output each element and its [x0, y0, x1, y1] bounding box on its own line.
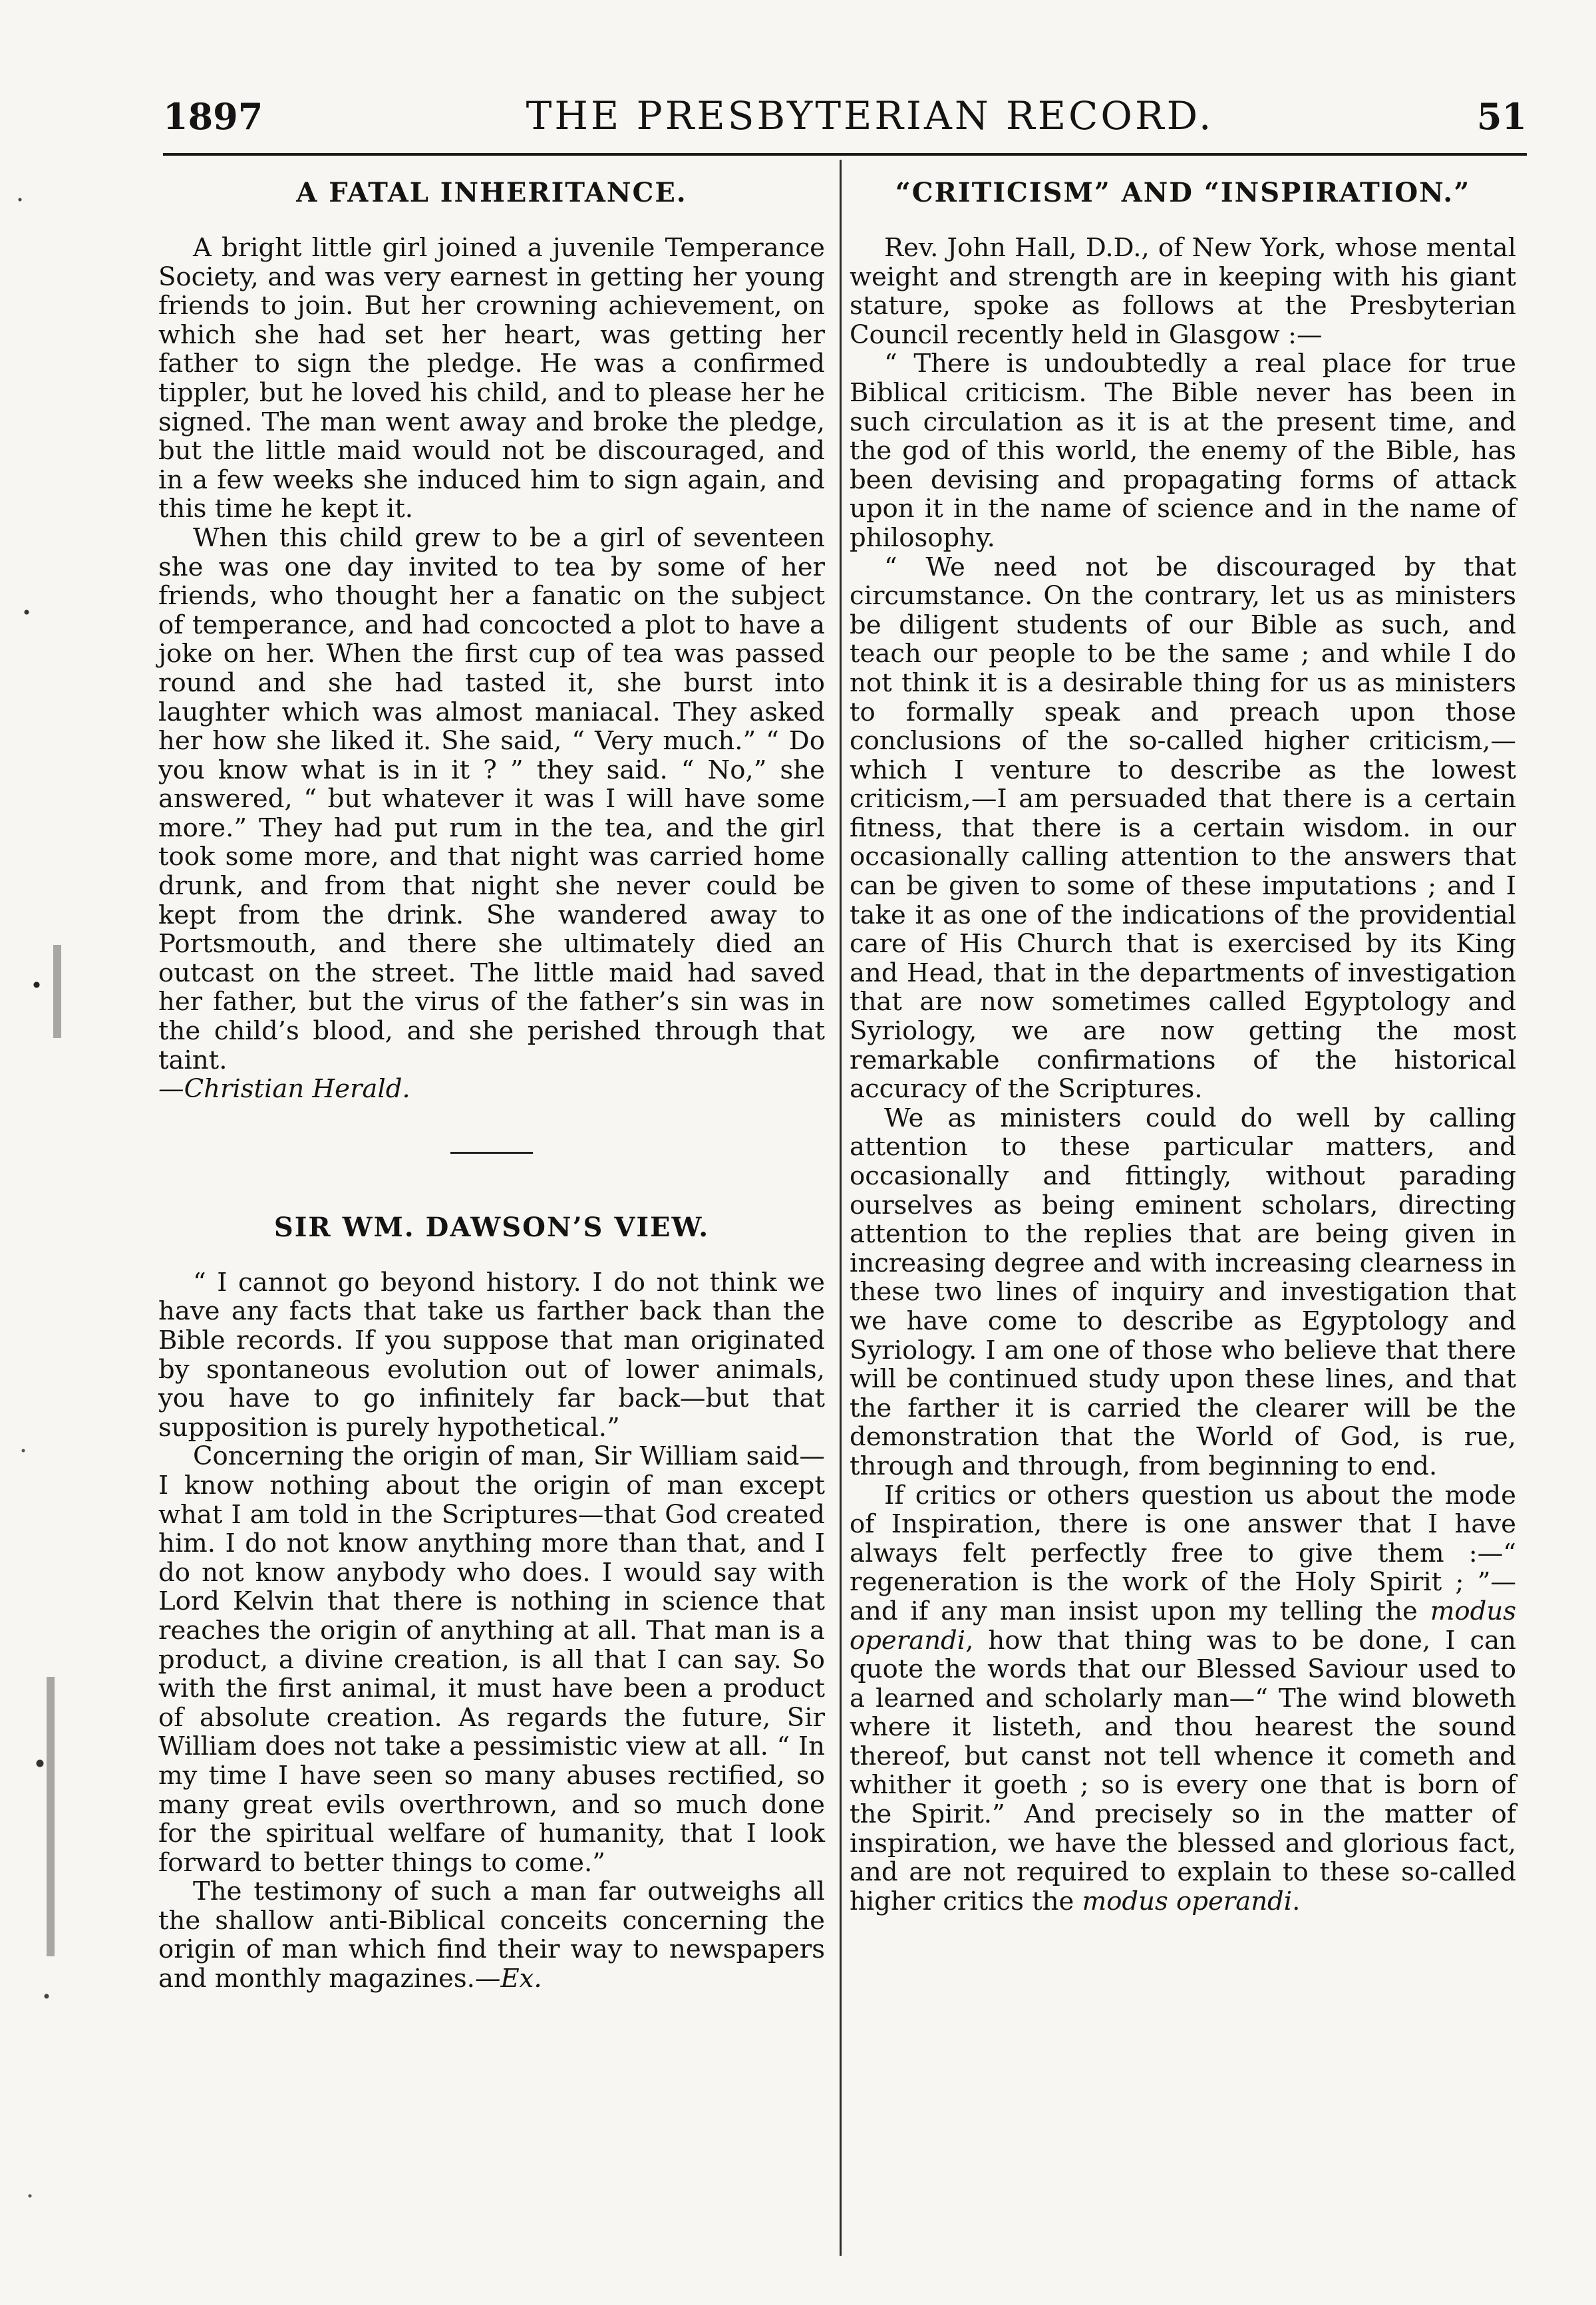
- paragraph-text: .: [1292, 1886, 1301, 1916]
- attribution-line: [158, 1075, 825, 1104]
- scan-artifact: [47, 1677, 55, 1956]
- left-column: [158, 163, 825, 1994]
- article-paragraph: “ There is undoubtedly a real place for true Biblical criticism. The Bible never has been in such circulation as it is at the present time, and the god of this world, the enemy of the Bible, has been devising and propagating forms of attack upon it in the name of science and in the name of philosophy.: [850, 349, 1516, 553]
- header-year: 1897: [163, 95, 263, 138]
- article-paragraph: A bright little girl joined a juvenile Temperance Society, and was very earnest in getting her young friends to join. But her crowning achievement, on which she had set her heart, was getting her father to sign the pledge. He was a confirmed tippler, but he loved his child, and to please her he signed. The man went away and broke the pledge, but the little maid would not be discouraged, and in a few weeks she induced him to sign again, and this time he kept it.: [158, 233, 825, 524]
- section-divider: [450, 1152, 533, 1154]
- article-paragraph: Rev. John Hall, D.D., of New York, whose mental weight and strength are in keeping with his giant stature, spoke as follows at the Presbyterian Council recently held in Glasgow :—: [850, 233, 1516, 350]
- paragraph-text: The testimony of such a man far outweighs all the shallow anti-Biblical conceits concerning the origin of man which find their way to newspapers and monthly magazines.: [158, 1876, 825, 1994]
- article-paragraph: [850, 1481, 1516, 1916]
- article-paragraph: [158, 524, 825, 1075]
- page-header: [163, 93, 1527, 153]
- publication-title: THE PRESBYTERIAN RECORD.: [526, 93, 1214, 138]
- article-dawson-view: [158, 1211, 825, 1994]
- right-column: [850, 163, 1516, 1916]
- header-rule: [163, 153, 1527, 156]
- article-paragraph: Concerning the origin of man, Sir William said—I know nothing about the origin of man except what I am told in the Scriptures—that God created him. I do not know anything more than that, and I do not know anybody who does. I would say with Lord Kelvin that there is nothing in science that reaches the origin of anything at all. That man is a product, a divine creation, is all that I can say. So with the first animal, it must have been a product of absolute creation. As regards the future, Sir William does not take a pessimistic view at all. “ In my time I have seen so many abuses rectified, so many great evils overthrown, and so much done for the spiritual welfare of humanity, that I look forward to better things to come.”: [158, 1441, 825, 1878]
- paragraph-text: When this child grew to be a girl of seventeen she was one day invited to tea by some of her friends, who thought her a fanatic on the subject of temperance, and had concocted a plot to have a joke on her. When the first cup of tea was passed round and she had tasted it, she burst into laughter which was almost maniacal. They asked her how she liked it. She said, “ Very much.” “ Do you know what is in it ? ” they said. “ No,” she answered, “ but whatever it was I will have some more.” They had put rum in the tea, and the girl took some more, and that night was carried home drunk, and from that night she never could be kept from the drink. She wandered away to Portsmouth, and there she ultimately died an outcast on the street. The little maid had saved her father, but the virus of the father’s sin was in the child’s blood, and she perished through that taint.: [158, 522, 825, 1075]
- article-fatal-inheritance: [158, 176, 825, 1104]
- paragraph-text: If critics or others question us about the mode of Inspiration, there is one answer that I have always felt perfectly free to give them :—“ regeneration is the work of the Holy Spirit ; ”—and if any man insist upon my telling the: [850, 1480, 1516, 1626]
- article-heading: A FATAL INHERITANCE.: [296, 177, 687, 208]
- article-paragraph: “ We need not be discouraged by that circumstance. On the contrary, let us as ministers be diligent students of our Bible as such, and teach our people to be the same ; and while I do not think it is a desirable thing for us as ministers to formally speak and preach upon those conclusions of the so-called higher criticism,—which I venture to describe as the lowest criticism,—I am persuaded that there is a certain fitness, that there is a certain wisdom. in our occasionally calling attention to the answers that can be given to some of these imputations ; and I take it as one of the indications of the providential care of His Church that is exercised by its King and Head, that in the departments of investigation that are now sometimes called Egyptology and Syriology, we are now getting the most remarkable confirmations of the historical accuracy of the Scriptures.: [850, 552, 1516, 1105]
- article-paragraph: We as ministers could do well by calling attention to these particular matters, and occasionally and fittingly, without parading ourselves as being eminent scholars, directing attention to the replies that are being given in increasing degree and with increasing clearness in these two lines of inquiry and investigation that we have come to describe as Egyptology and Syriology. I am one of those who believe that there will be continued study upon these lines, and that the farther it is carried the clearer will be the demonstration that the World of God, is rue, through and through, from beginning to end.: [850, 1103, 1516, 1481]
- paragraph-text: , how that thing was to be done, I can quote the words that our Blessed Saviour used to a learned and scholarly man—“ The wind bloweth where it listeth, and thou hearest the sound thereof, but canst not tell whence it cometh and whither it goeth ; so is every one that is born of the Spirit.” And precisely so in the matter of inspiration, we have the blessed and glorious fact, and are not required to explain to these so-called higher critics the: [850, 1625, 1516, 1916]
- page-number: 51: [1476, 95, 1527, 138]
- article-heading: “CRITICISM” AND “INSPIRATION.”: [895, 177, 1471, 208]
- article-paragraph: “ I cannot go beyond history. I do not think we have any facts that take us farther back than the Bible records. If you suppose that man originated by spontaneous evolution out of lower animals, you have to go infinitely far back—but that supposition is purely hypothetical.”: [158, 1267, 825, 1443]
- article-criticism-inspiration: [850, 176, 1516, 1916]
- column-divider: [840, 160, 842, 2256]
- article-attribution: —Christian Herald.: [158, 1074, 410, 1105]
- scan-artifact: [53, 945, 61, 1038]
- latin-phrase: modus operandi: [1082, 1886, 1293, 1916]
- article-attribution: —Ex.: [474, 1964, 542, 1994]
- article-paragraph: [158, 1877, 825, 1993]
- article-heading: SIR WM. DAWSON’S VIEW.: [273, 1211, 710, 1243]
- latin-phrase: modus operandi: [850, 1596, 1516, 1656]
- scan-margin-artifacts: [0, 0, 100, 2305]
